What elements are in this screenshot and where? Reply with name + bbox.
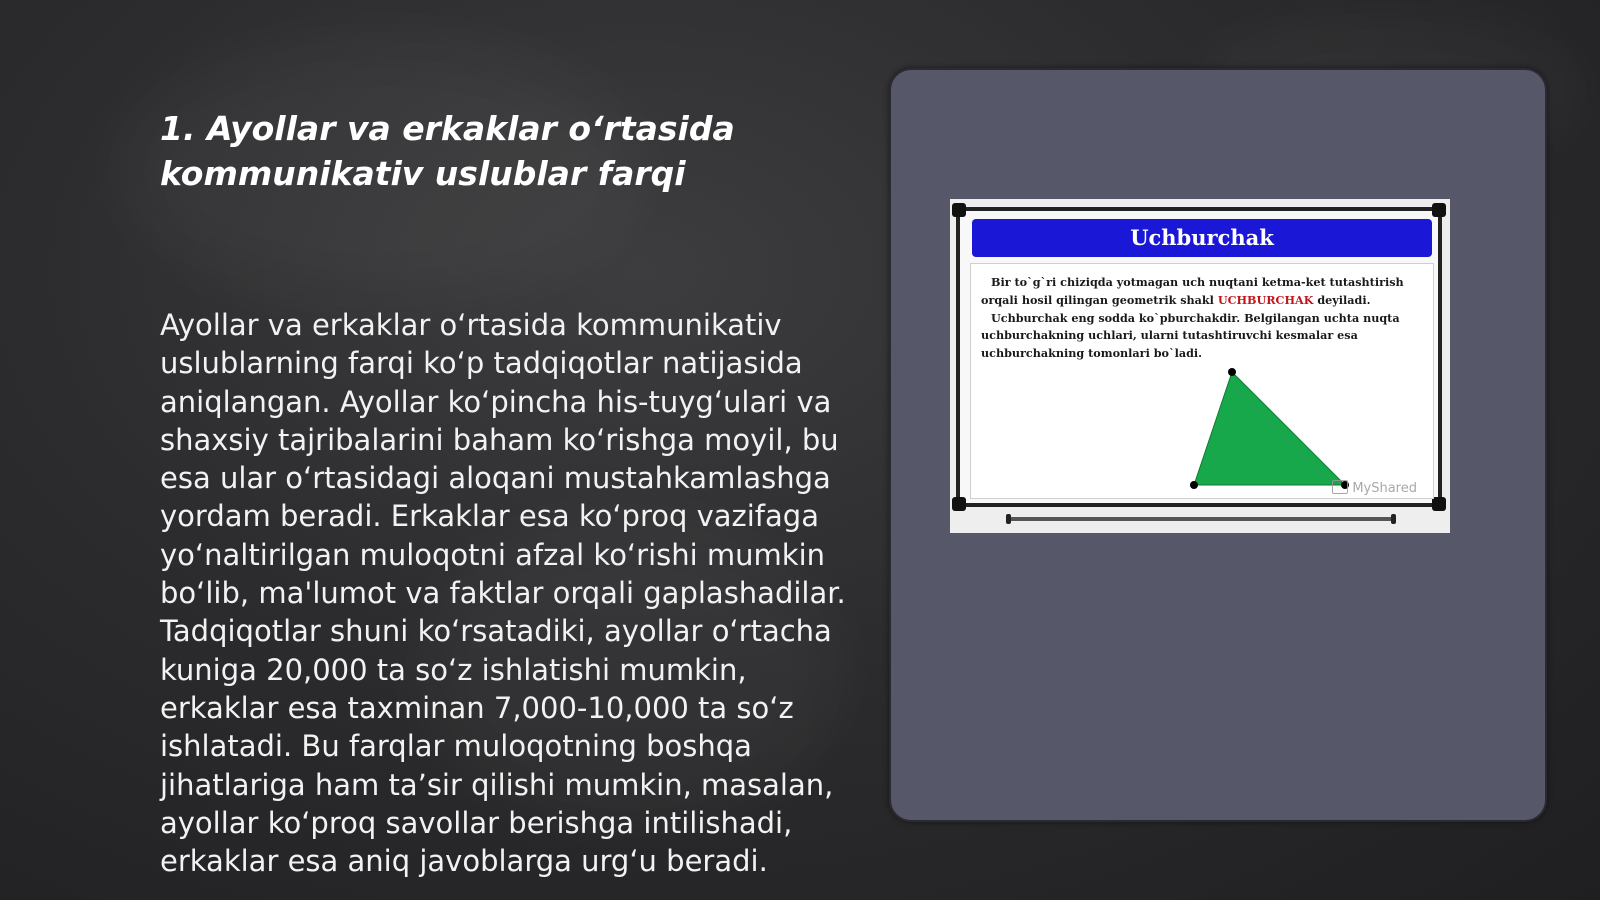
watermark-text: MyShared bbox=[1352, 481, 1417, 496]
whiteboard-content bbox=[970, 263, 1434, 499]
triangle-vertex bbox=[1190, 481, 1198, 489]
triangle-vertex bbox=[1228, 368, 1236, 376]
monitor-icon bbox=[1332, 480, 1348, 494]
definition-line2: Uchburchak eng sodda ko`pburchakdir. Belgilangan uchta nuqta uchburchakning uchlari, ularni tutashtiruvchi kesmalar esa uchburchakning tomonlari bo`ladi. bbox=[981, 310, 1400, 361]
slide-body-text: Ayollar va erkaklar o‘rtasida kommunikativ uslublarning farqi ko‘p tadqiqotlar natijasida aniqlangan. Ayollar ko‘pincha his-tuyg‘ulari va shaxsiy tajribalarini baham ko‘rishga moyil, bu esa ular o‘rtasidagi aloqani mustahkamlashga yordam beradi. Erkaklar esa ko‘proq vazifaga yo‘naltirilgan muloqotni afzal ko‘rishi mumkin bo‘lib, ma'lumot va faktlar orqali gaplashadilar. Tadqiqotlar shuni ko‘rsatadiki, ayollar o‘rtacha kuniga 20,000 ta so‘z ishlatishi mumkin, erkaklar esa taxminan 7,000-10,000 ta so‘z ishlatadi. Bu farqlar muloqotning boshqa jihatlariga ham ta’sir qilishi mumkin, masalan, ayollar ko‘proq savollar berishga intilishadi, erkaklar esa aniq javoblarga urg‘u beradi. bbox=[160, 308, 846, 879]
whiteboard-tray bbox=[1006, 517, 1396, 521]
watermark bbox=[1332, 480, 1417, 496]
frame-corner bbox=[952, 203, 966, 217]
triangle-figure bbox=[971, 264, 1435, 500]
whiteboard-header: Uchburchak bbox=[972, 219, 1432, 257]
definition-highlight: UCHBURCHAK bbox=[1217, 292, 1314, 307]
frame-corner bbox=[952, 497, 966, 511]
frame-corner bbox=[1432, 203, 1446, 217]
triangle-shape bbox=[1194, 372, 1345, 485]
whiteboard-image bbox=[950, 199, 1450, 533]
definition-text: Bir to`g`ri chiziqda yotmagan uch nuqtani ketma-ket tutashtirish orqali hosil qilingan geometrik shakl bbox=[981, 275, 1404, 307]
slide-title: 1. Ayollar va erkaklar o‘rtasida kommunikativ uslublar farqi bbox=[160, 109, 735, 193]
definition-end: deyiladi. bbox=[1313, 292, 1371, 307]
